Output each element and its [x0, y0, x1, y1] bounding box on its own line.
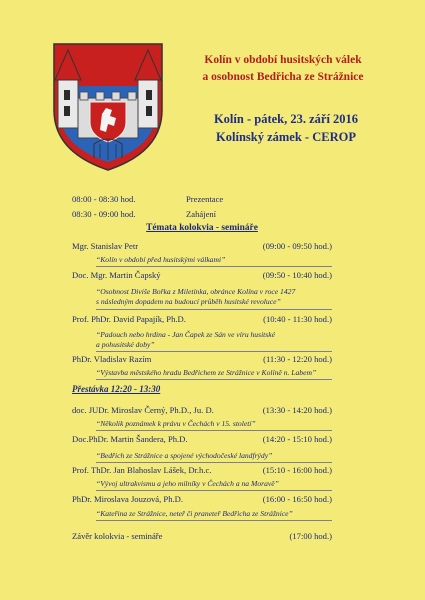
- talk-time: (13:30 - 14:20 hod.): [262, 405, 332, 415]
- talk-time: (09:00 - 09:50 hod.): [262, 241, 332, 251]
- talk-title: “Bedřich ze Strážnice a spojené východočeské landfrýdy”: [96, 451, 273, 460]
- title-line-2: a osobnost Bedřicha ze Strážnice: [202, 71, 364, 83]
- divider: [96, 309, 332, 310]
- speaker-name: doc. JUDr. Miroslav Černý, Ph.D., Ju. D.: [72, 405, 214, 415]
- talk-title: “Osobnost Diviše Bořka z Miletínka, obránce Kolína v roce 1427: [96, 287, 296, 296]
- talk-time: (09:50 - 10:40 hod.): [262, 270, 332, 280]
- event-date: Kolín - pátek, 23. září 2016: [213, 112, 359, 126]
- talk-title: “Kolín v období před husitskými válkami”: [96, 255, 226, 264]
- talk-title: s následným dopadem na budoucí průběh husitské revoluce”: [96, 297, 281, 306]
- closing-label: Závěr kolokvia - semináře: [72, 531, 163, 541]
- divider: [96, 490, 332, 491]
- talk-time: (15:10 - 16:00 hod.): [262, 465, 332, 475]
- schedule-label: Zahájení: [186, 209, 217, 219]
- schedule-time: 08:30 - 09:00 hod.: [72, 209, 136, 219]
- divider: [96, 520, 332, 521]
- divider: [96, 430, 332, 431]
- event-info: [196, 110, 376, 146]
- talk-time: (14:20 - 15:10 hod.): [262, 434, 332, 444]
- speaker-name: PhDr. Miroslava Jouzová, Ph.D.: [72, 494, 183, 504]
- talk-title: a pohusitské doby”: [96, 340, 155, 349]
- talk-title: “Vývoj ultrakvismu a jeho milníky v Čechách a na Moravě”: [96, 479, 279, 488]
- talk-title: “Několik poznámek k právu v Čechách v 15. století”: [96, 419, 256, 428]
- kolin-coat-of-arms-image: [50, 40, 166, 172]
- speaker-name: Mgr. Stanislav Petr: [72, 241, 139, 251]
- event-title: [172, 52, 394, 86]
- speaker-name: Doc.PhDr. Martin Šandera, Ph.D.: [72, 434, 188, 444]
- talk-title: “Kateřina ze Strážnice, neteř či praneteř Bedřicha ze Strážnice”: [96, 509, 293, 518]
- themes-heading: Témata kolokvia - semináře: [146, 223, 258, 233]
- talk-time: (11:30 - 12:20 hod.): [263, 354, 332, 364]
- divider: [96, 462, 332, 463]
- speaker-name: Prof. PhDr. David Papajík, Ph.D.: [72, 314, 186, 324]
- talk-title: “Výstavba městského hradu Bedřichem ze Strážnice v Kolíně n. Labem”: [96, 368, 317, 377]
- title-line-1: Kolín v období husitských válek: [204, 54, 362, 66]
- schedule-label: Prezentace: [186, 194, 224, 204]
- speaker-name: PhDr. Vladislav Razím: [72, 354, 152, 364]
- divider: [96, 266, 332, 267]
- speaker-name: Prof. ThDr. Jan Blahoslav Lášek, Dr.h.c.: [72, 465, 212, 475]
- break-label: Přestávka 12:20 - 13:30: [72, 384, 161, 394]
- closing-time: (17:00 hod.): [289, 531, 332, 541]
- talk-time: (16:00 - 16:50 hod.): [262, 494, 332, 504]
- speaker-name: Doc. Mgr. Martin Čapský: [72, 270, 161, 280]
- talk-title: “Padouch nebo hrdina - Jan Čapek ze Sán ve víru husitské: [96, 330, 275, 339]
- talk-time: (10:40 - 11:30 hod.): [263, 314, 332, 324]
- divider: [96, 351, 332, 352]
- divider: [96, 379, 332, 380]
- schedule-time: 08:00 - 08:30 hod.: [72, 194, 136, 204]
- event-venue: Kolínský zámek - CEROP: [216, 130, 356, 144]
